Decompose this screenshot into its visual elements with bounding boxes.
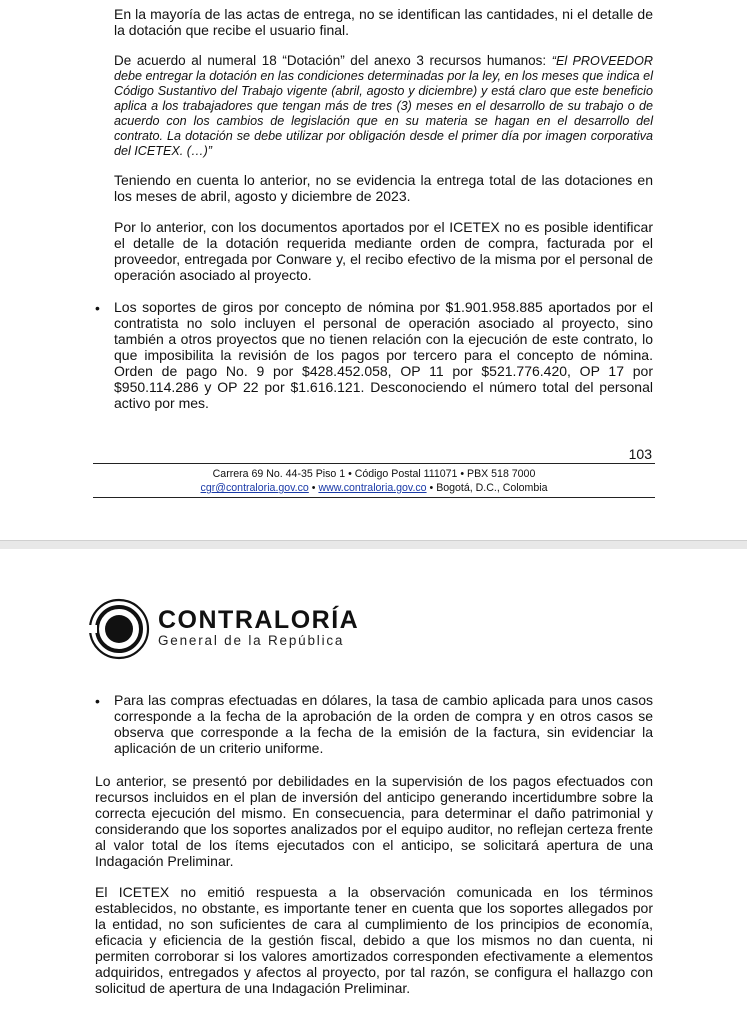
paragraph-dotaciones xyxy=(114,172,653,204)
paragraph-por-lo-anterior xyxy=(114,219,653,283)
paragraph-lead: De acuerdo al numeral 18 “Dotación” del anexo 3 recursos humanos: xyxy=(114,53,552,68)
footer-address: Carrera 69 No. 44-35 Piso 1 • Código Postal 111071 • PBX 518 7000 xyxy=(212,468,536,480)
page-number: 103 xyxy=(628,446,652,462)
paragraph-text: En la mayoría de las actas de entrega, no se identifican las cantidades, ni el detalle de la dotación que recibe el usuario final. xyxy=(114,6,653,38)
bullet-marker: • xyxy=(95,693,100,709)
quoted-text: “El PROVEEDOR debe entregar la dotación en las condiciones determinadas por la ley, en los meses que indica el Código Sustantivo del Trabajo vigente (abril, agosto y diciembre) y está claro que este beneficio aplica a los trabajadores que tengan más de tres (3) meses en el desarrollo de su trabajo o de acuerdo con los cambios de legislación que en su materia se hagan en el desarrollo del contrato. La dotación se debe utilizar por obligación desde el primer día por imagen corporativa del ICETEX. (…)” xyxy=(114,54,653,158)
footer-separator: • xyxy=(308,482,319,494)
bullet-item-dolares xyxy=(114,692,653,756)
paragraph-actas xyxy=(114,6,653,38)
paragraph-text: El ICETEX no emitió respuesta a la observación comunicada en los términos establecidos, no obstante, es importante tener en cuenta que los soportes allegados por la entidad, no son suficientes de cara al cumplimiento de los principios de economía, eficacia y eficiencia de la gestión fiscal, debido a que los mismos no dan cuenta, ni permiten corroborar si los valores amortizados corresponden efectivamente a elementos adquiridos, entregados y afectos al proyecto, por tal razón, se configura el hallazgo con solicitud de apertura de una Indagación Preliminar. xyxy=(95,884,653,996)
brand-subtitle: General de la República xyxy=(158,633,345,648)
footer-email-link[interactable]: cgr@contraloria.gov.co xyxy=(200,482,309,494)
footer-contact-line xyxy=(93,481,655,495)
footer-website-link[interactable]: www.contraloria.gov.co xyxy=(318,482,427,494)
bullet-text: Los soportes de giros por concepto de nómina por $1.901.958.885 aportados por el contratista no solo incluyen el personal de operación asociado al proyecto, sino también a otros proyectos que no tienen relación con la ejecución de este contrato, lo que imposibilita la revisión de los pagos por tercero para el concepto de nómina. Orden de pago No. 9 por $428.452.058, OP 11 por $521.776.420, OP 17 por $950.114.286 y OP 22 por $1.616.121. Desconociendo el número total del personal activo por mes. xyxy=(114,299,653,411)
brand-name: CONTRALORÍA xyxy=(158,606,360,634)
paragraph-text: Teniendo en cuenta lo anterior, no se evidencia la entrega total de las dotaciones en los meses de abril, agosto y diciembre de 2023. xyxy=(114,172,653,204)
bullet-marker: • xyxy=(95,300,100,316)
bullet-text: Para las compras efectuadas en dólares, la tasa de cambio aplicada para unos casos corresponde a la fecha de la aprobación de la orden de compra y en otros casos se observa que corresponde a la fecha de la emisión de la factura, sin evidenciar la aplicación de un criterio uniforme. xyxy=(114,692,653,756)
paragraph-debilidades xyxy=(95,773,653,869)
footer-city: Bogotá, D.C., Colombia xyxy=(436,482,548,494)
paragraph-numeral-18 xyxy=(114,53,653,159)
paragraph-text: Lo anterior, se presentó por debilidades en la supervisión de los pagos efectuados con recursos incluidos en el plan de inversión del anticipo generando incertidumbre sobre la correcta ejecución del mismo. En consecuencia, para determinar el daño patrimonial y considerando que los soportes analizados por el equipo auditor, no reflejan certeza frente al valor total de los ítems ejecutados con el anticipo, se solicitará apertura de una Indagación Preliminar. xyxy=(95,773,653,869)
contraloria-logo-icon xyxy=(88,598,150,660)
document-page-104 xyxy=(0,549,747,1009)
footer-top-rule xyxy=(93,463,655,464)
page-footer xyxy=(93,467,655,495)
paragraph-icetex-respuesta xyxy=(95,884,653,996)
paragraph-text: Por lo anterior, con los documentos aportados por el ICETEX no es posible identificar el detalle de la dotación requerida mediante orden de compra, facturada por el proveedor, entregada por Conware y, el recibo efectivo de la misma por el personal de operación asociado al proyecto. xyxy=(114,219,653,283)
footer-separator: • xyxy=(426,482,437,494)
footer-bottom-rule xyxy=(93,497,655,498)
bullet-item-nomina xyxy=(114,299,653,411)
